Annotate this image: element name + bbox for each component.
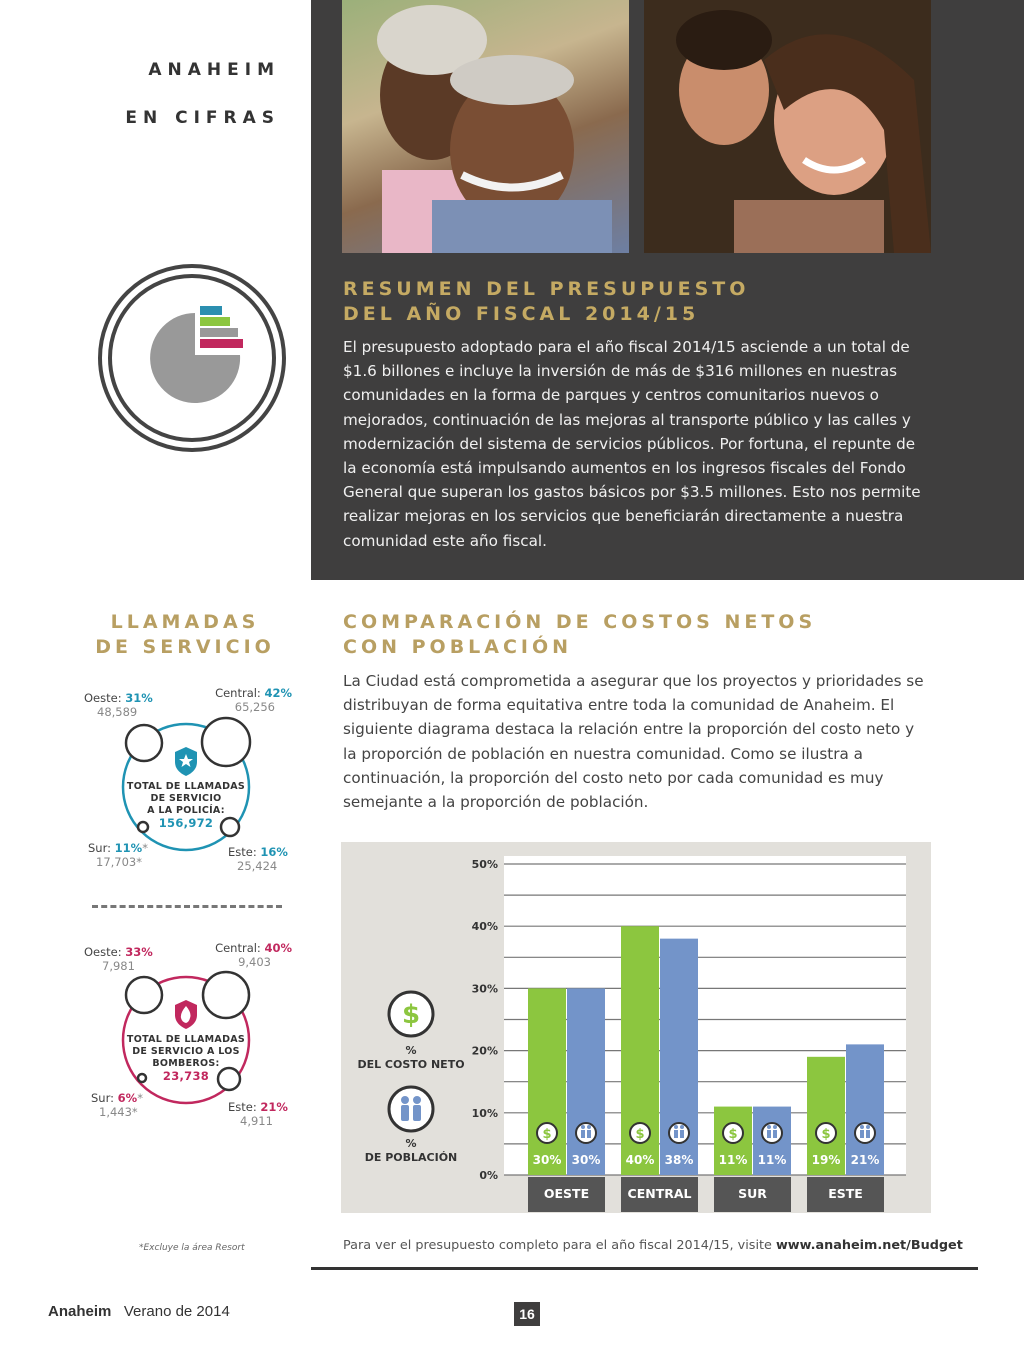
center-line: TOTAL DE LLAMADAS xyxy=(126,781,246,792)
y-tick-label: 40% xyxy=(471,920,498,934)
person-head xyxy=(674,1125,678,1129)
stat-name: Central: xyxy=(215,686,265,700)
y-tick-label: 20% xyxy=(471,1044,498,1058)
center-line: TOTAL DE LLAMADAS xyxy=(126,1034,246,1045)
page-number: 16 xyxy=(514,1302,540,1326)
category-label: SUR xyxy=(738,1186,767,1201)
person-glyph xyxy=(767,1130,771,1138)
y-tick-label: 0% xyxy=(479,1169,498,1182)
bar-people-icon xyxy=(669,1123,689,1143)
person-head xyxy=(680,1125,684,1129)
dollar-glyph: $ xyxy=(542,1127,552,1142)
stat-num: 7,981 xyxy=(102,959,135,973)
stat-num: 25,424 xyxy=(237,859,278,873)
stat-num: 1,443* xyxy=(99,1105,138,1119)
bar-data-label: 11% xyxy=(757,1153,787,1167)
person-glyph xyxy=(773,1130,777,1138)
bar-data-label: 30% xyxy=(532,1153,562,1167)
legend-pct: % xyxy=(405,1137,417,1150)
footer-edition: Verano de 2014 xyxy=(123,1303,230,1320)
cta-text: Para ver el presupuesto completo para el año fiscal 2014/15, visite xyxy=(343,1238,776,1253)
bar-cost-oeste xyxy=(528,988,566,1175)
stat-name: Central: xyxy=(215,941,265,955)
center-line: DE SERVICIO xyxy=(150,793,222,804)
stat-name: Oeste: xyxy=(84,691,126,705)
stat-mark: * xyxy=(137,1091,143,1105)
fire-total-value: 23,738 xyxy=(162,1069,210,1083)
stat-pct: 40% xyxy=(264,941,292,955)
person-glyph xyxy=(860,1130,864,1138)
person-glyph xyxy=(680,1130,684,1138)
center-line: BOMBEROS: xyxy=(152,1058,220,1069)
person-glyph xyxy=(587,1130,591,1138)
dollar-glyph: $ xyxy=(821,1127,831,1142)
stat-num: 17,703* xyxy=(96,855,142,869)
person-glyph xyxy=(674,1130,678,1138)
svg-text:$: $ xyxy=(401,1000,421,1030)
bar-data-label: 40% xyxy=(625,1153,655,1167)
comparacion-body: La Ciudad está comprometida a asegurar que los proyectos y prioridades se distribuyan de forma equitativa entre toda la comunidad de Anaheim. El siguiente diagrama destaca la relación entre la proporción del costo neto y la proporción de población en nuestra comunidad. Como se ilustra a continuación, la proporción del costo neto por cada comunidad es muy semejante a la proporción de población. xyxy=(343,672,924,812)
person-head xyxy=(581,1125,585,1129)
bar-people-icon xyxy=(855,1123,875,1143)
bar-people-icon xyxy=(576,1123,596,1143)
brand-title-line2: EN CIFRAS xyxy=(125,108,280,128)
stat-name: Este: xyxy=(228,845,261,859)
resumen-title-line2: DEL AÑO FISCAL 2014/15 xyxy=(343,303,700,325)
resumen-body: El presupuesto adoptado para el año fiscal 2014/15 asciende a un total de $1.6 billones e incluye la inversión de más de $316 millones en nuestras comunidades en la forma de parques y centros comunitarios nuevos o mejorados, continuación de las mejoras al transporte público y las calles y modernización del sistema de servicios públicos. Por fortuna, el repunte de la economía está impulsando aumentos en los ingresos fiscales del Fondo General que superan los gastos básicos por $3.5 millones. Esto nos permite realizar mejoras en los servicios que beneficiarán directamente a nuestra comunidad este año fiscal. xyxy=(343,338,921,550)
dollar-glyph: $ xyxy=(635,1127,645,1142)
footer-brand-name: Anaheim xyxy=(48,1303,112,1320)
resumen-title-line1: RESUMEN DEL PRESUPUESTO xyxy=(343,278,750,300)
bar-data-label: 11% xyxy=(718,1153,748,1167)
legend-pct: % xyxy=(405,1044,417,1057)
stat-num: 65,256 xyxy=(234,700,275,714)
budget-link[interactable]: www.anaheim.net/Budget xyxy=(775,1238,963,1253)
person-glyph xyxy=(581,1130,585,1138)
stat-num: 48,589 xyxy=(97,705,138,719)
legend-label: DE POBLACIÓN xyxy=(364,1151,458,1164)
stat-num: 9,403 xyxy=(238,955,271,969)
y-tick-label: 10% xyxy=(471,1106,498,1120)
stat-pct: 6% xyxy=(117,1091,138,1105)
comparacion-title-line2: CON POBLACIÓN xyxy=(343,636,573,658)
category-label: ESTE xyxy=(828,1186,863,1201)
person-head xyxy=(767,1125,771,1129)
bar-data-label: 21% xyxy=(850,1153,880,1167)
stat-pct: 21% xyxy=(260,1100,288,1114)
stat-name: Sur: xyxy=(88,841,115,855)
footer-brand xyxy=(48,1303,230,1320)
bar-population-oeste xyxy=(567,988,605,1175)
stat-pct: 42% xyxy=(264,686,292,700)
stat-pct: 16% xyxy=(260,845,288,859)
person-glyph xyxy=(866,1130,870,1138)
bar-data-label: 38% xyxy=(664,1153,694,1167)
stat-pct: 11% xyxy=(114,841,143,855)
category-label: OESTE xyxy=(543,1186,590,1201)
budget-cta xyxy=(343,1238,963,1253)
center-line: DE SERVICIO A LOS xyxy=(132,1046,240,1057)
center-line: A LA POLICÍA: xyxy=(147,805,225,816)
footer-rule xyxy=(311,1267,978,1270)
dollar-glyph: $ xyxy=(728,1127,738,1142)
llamadas-title-line1: LLAMADAS xyxy=(110,611,260,633)
stat-mark: * xyxy=(142,841,148,855)
stat-name: Este: xyxy=(228,1100,261,1114)
person-head xyxy=(860,1125,864,1129)
bar-people-icon xyxy=(762,1123,782,1143)
y-tick-label: 30% xyxy=(471,982,498,996)
stat-pct: 31% xyxy=(125,691,153,705)
police-total-value: 156,972 xyxy=(158,816,214,830)
llamadas-title-line2: DE SERVICIO xyxy=(95,636,275,658)
legend-label: DEL COSTO NETO xyxy=(357,1058,465,1071)
bar-data-label: 30% xyxy=(571,1153,601,1167)
brand-title-line1: ANAHEIM xyxy=(148,60,280,80)
person-head xyxy=(587,1125,591,1129)
person-head xyxy=(866,1125,870,1129)
y-tick-label: 50% xyxy=(471,858,498,871)
bar-data-label: 19% xyxy=(811,1153,841,1167)
person-head xyxy=(773,1125,777,1129)
category-label: CENTRAL xyxy=(627,1186,692,1201)
stat-num: 4,911 xyxy=(240,1114,273,1128)
stat-name: Sur: xyxy=(91,1091,118,1105)
footnote: *Excluye la área Resort xyxy=(139,1243,245,1253)
stat-name: Oeste: xyxy=(84,945,126,959)
comparacion-title-line1: COMPARACIÓN DE COSTOS NETOS xyxy=(343,611,817,633)
stat-pct: 33% xyxy=(125,945,153,959)
